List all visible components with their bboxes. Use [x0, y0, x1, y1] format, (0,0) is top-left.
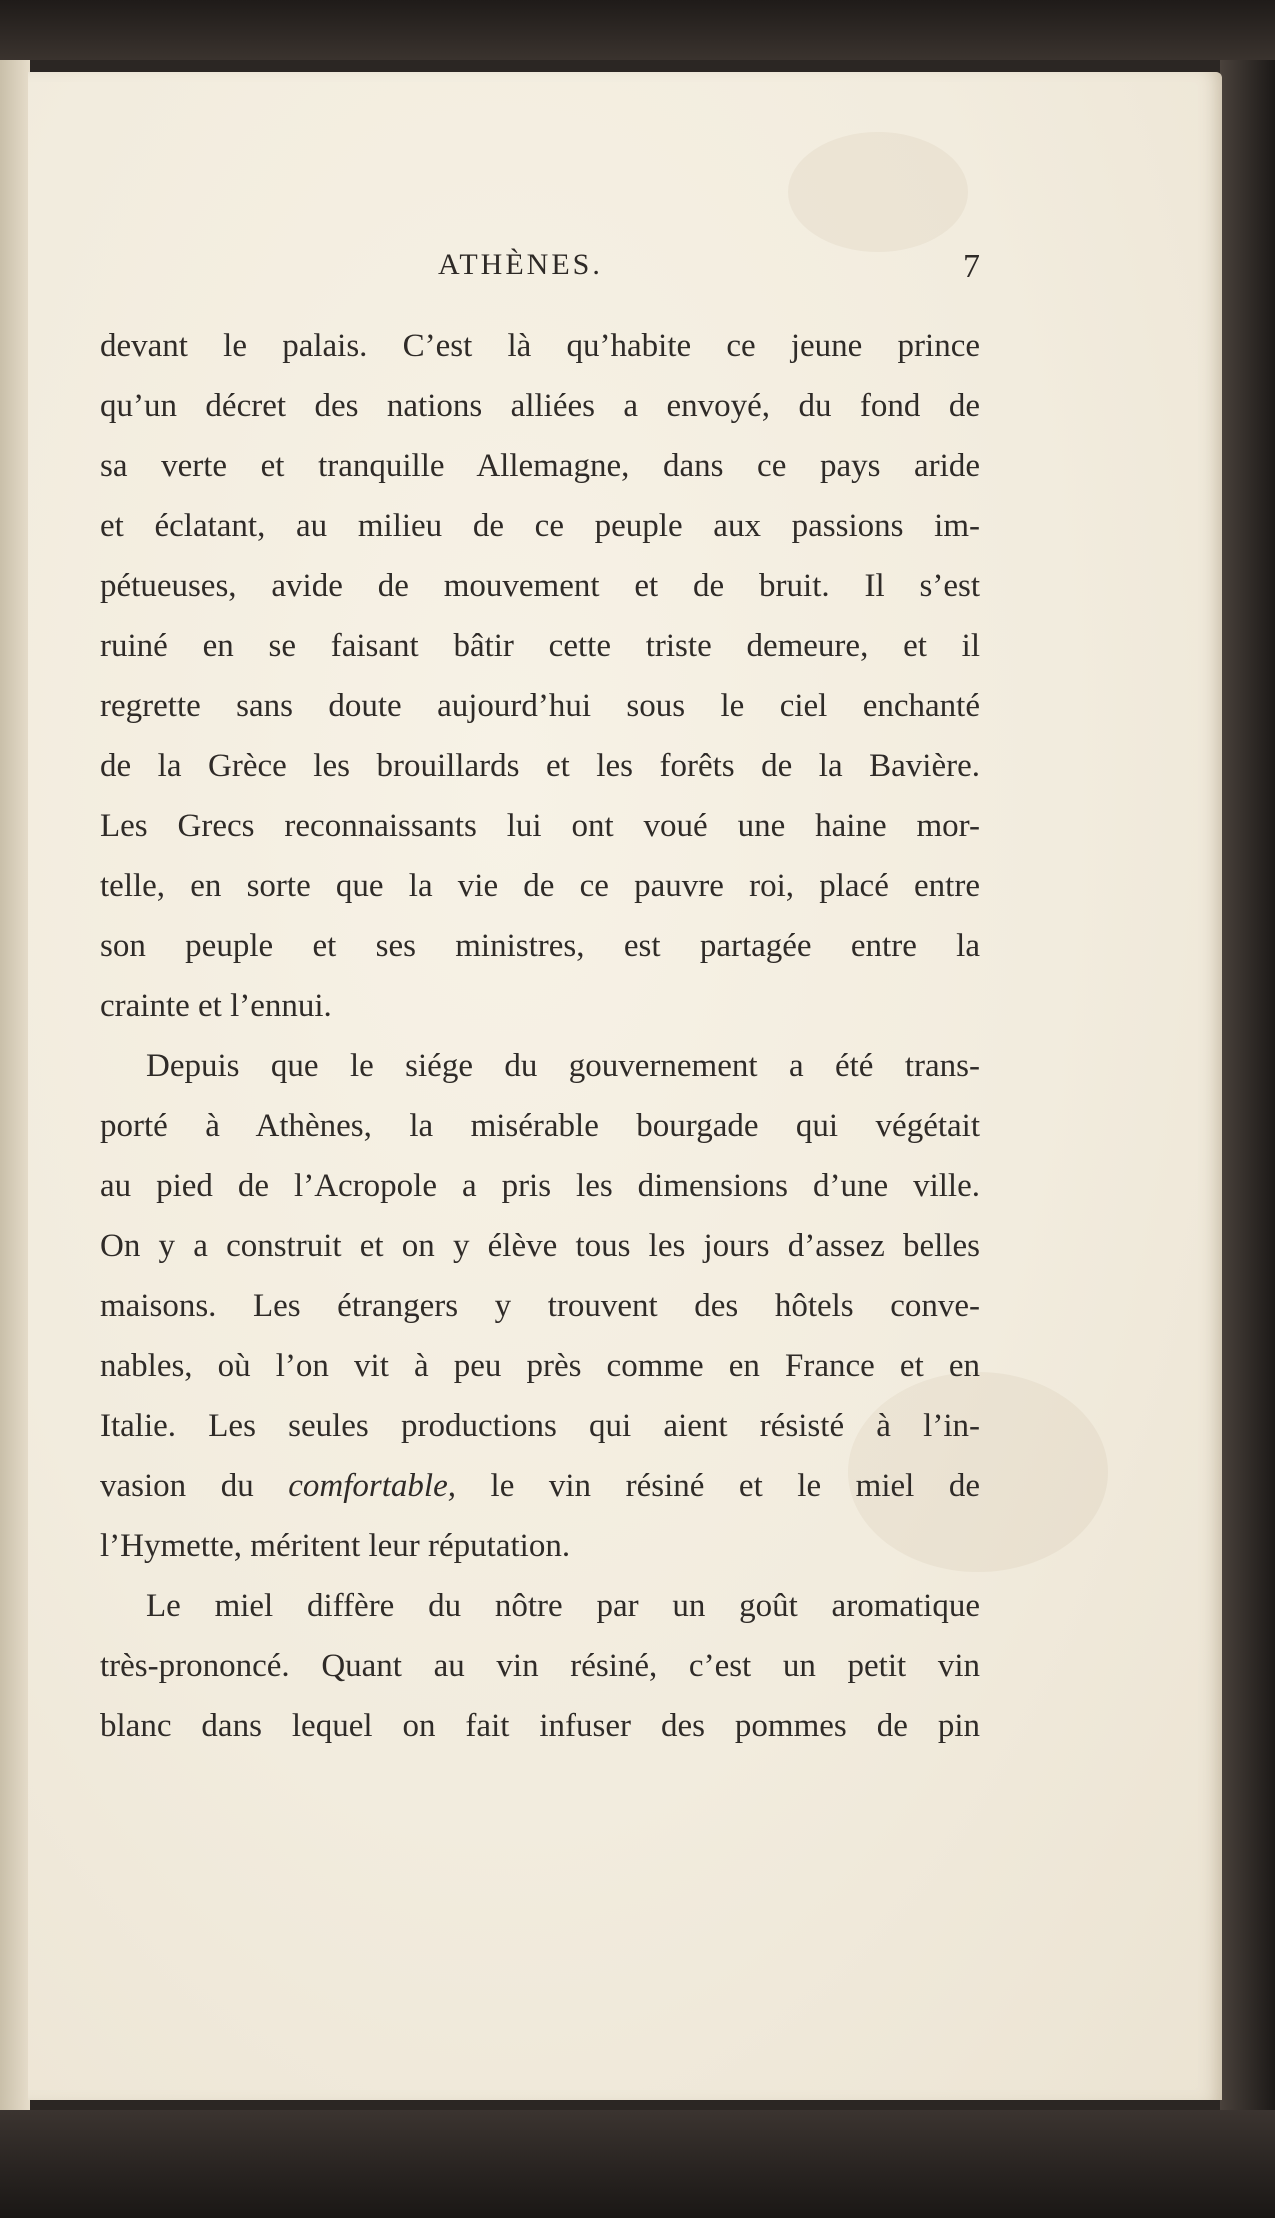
text-line: devant le palais. C’est là qu’habite ce jeune prince	[100, 328, 980, 364]
text-line: au pied de l’Acropole a pris les dimensions d’une ville.	[100, 1168, 980, 1204]
text-segment: vasion du	[100, 1468, 254, 1504]
running-head	[100, 248, 980, 288]
text-line: maisons. Les étrangers y trouvent des hôtels conve-	[100, 1288, 980, 1324]
text-segment: le vin résiné et le miel de	[490, 1468, 980, 1504]
text-line: porté à Athènes, la misérable bourgade qui végétait	[100, 1108, 980, 1144]
italic-word: comfortable,	[288, 1468, 456, 1504]
text-line: son peuple et ses ministres, est partagée entre la	[100, 928, 980, 964]
paper-stain	[788, 132, 968, 252]
body-text	[100, 316, 980, 1756]
scan-background-top	[0, 0, 1275, 60]
text-line: très-prononcé. Quant au vin résiné, c’est un petit vin	[100, 1648, 980, 1684]
text-line: pétueuses, avide de mouvement et de bruit. Il s’est	[100, 568, 980, 604]
facing-page-edge	[0, 60, 30, 2110]
text-line: Depuis que le siége du gouvernement a été trans-	[146, 1048, 980, 1084]
text-line-mixed	[100, 1456, 980, 1516]
text-line: et éclatant, au milieu de ce peuple aux passions im-	[100, 508, 980, 544]
text-line: regrette sans doute aujourd’hui sous le ciel enchanté	[100, 688, 980, 724]
text-line: crainte et l’ennui.	[100, 988, 332, 1024]
text-line: Les Grecs reconnaissants lui ont voué une haine mor-	[100, 808, 980, 844]
running-head-title: ATHÈNES.	[438, 248, 603, 281]
text-line: blanc dans lequel on fait infuser des pommes de pin	[100, 1708, 980, 1744]
text-line: telle, en sorte que la vie de ce pauvre roi, placé entre	[100, 868, 980, 904]
text-line: qu’un décret des nations alliées a envoyé, du fond de	[100, 388, 980, 424]
scan-background-bottom	[0, 2110, 1275, 2218]
text-line: On y a construit et on y élève tous les jours d’assez belles	[100, 1228, 980, 1264]
scan-background-right	[1220, 60, 1275, 2120]
text-line: sa verte et tranquille Allemagne, dans ce pays aride	[100, 448, 980, 484]
text-line: nables, où l’on vit à peu près comme en France et en	[100, 1348, 980, 1384]
text-line: l’Hymette, méritent leur réputation.	[100, 1528, 571, 1564]
text-line: Le miel diffère du nôtre par un goût aromatique	[146, 1588, 980, 1624]
text-line: de la Grèce les brouillards et les forêts de la Bavière.	[100, 748, 980, 784]
text-line: ruiné en se faisant bâtir cette triste demeure, et il	[100, 628, 980, 664]
page-number: 7	[963, 248, 980, 285]
text-line: Italie. Les seules productions qui aient résisté à l’in-	[100, 1408, 980, 1444]
